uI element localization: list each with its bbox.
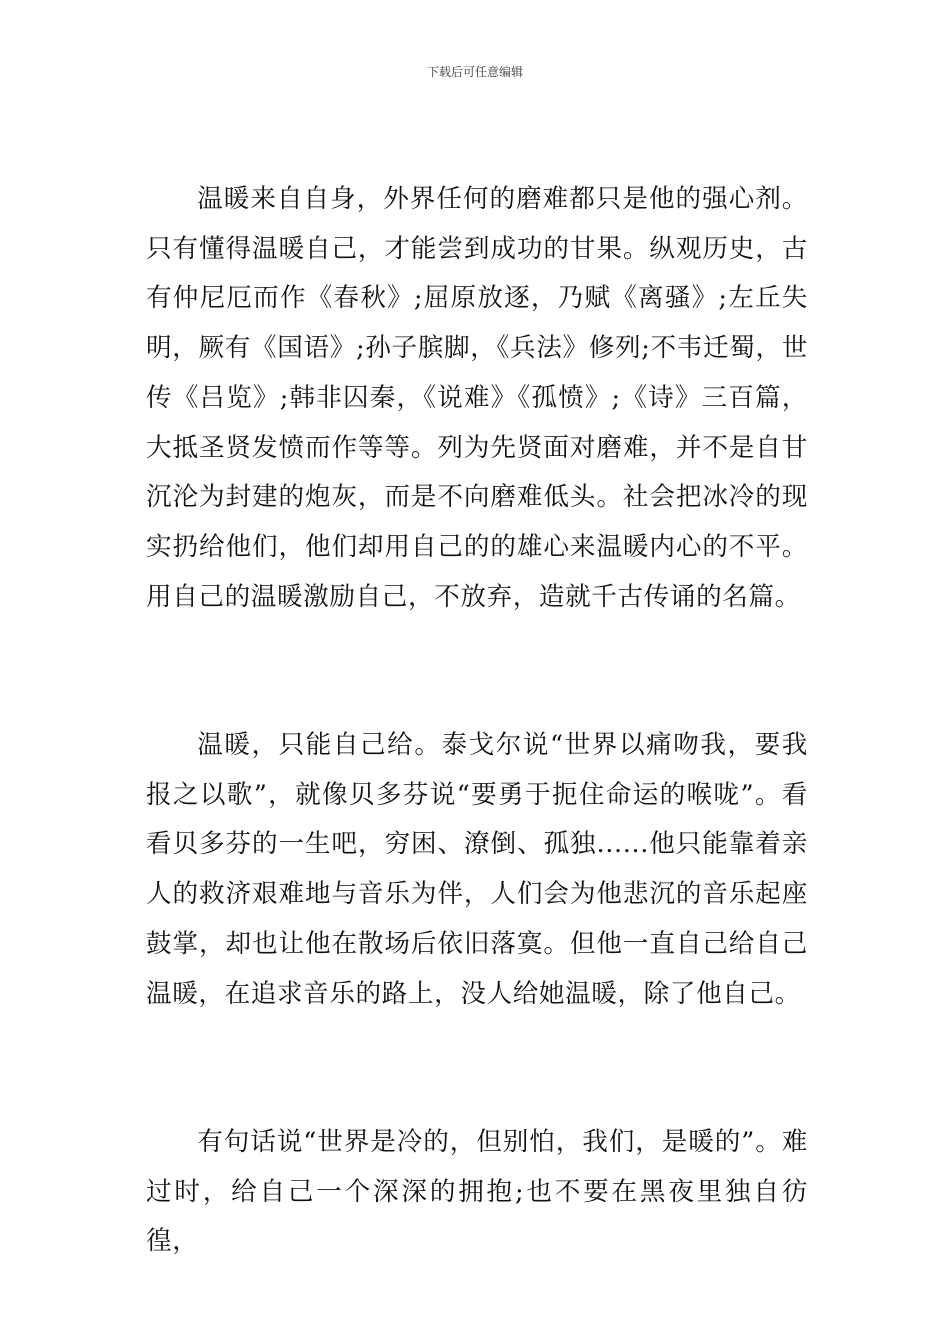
paragraph-1-text: 温暖来自自身，外界任何的磨难都只是他的强心剂。只有懂得温暖自己，才能尝到成功的甘果。纵观历史，古有仲尼厄而作《春秋》;屈原放逐，乃赋《离骚》;左丘失明，厥有《国语》;孙子膑脚，《兵法》修列;不韦迁蜀，世传《吕览》;韩非囚秦，《说难》《孤愤》;《诗》三百篇，大抵圣贤发愤而作等等。列为先贤面对磨难，并不是自甘沉沦为封建的炮灰，而是不向磨难低头。社会把冰冷的现实扔给他们，他们却用自己的的雄心来温暖内心的不平。用自己的温暖激励自己，不放弃，造就千古传诵的名篇。 [146,184,808,612]
paragraph-3-text: 有句话说“世界是冷的，但别怕，我们，是暖的”。难过时，给自己一个深深的拥抱;也不要在黑夜里独自彷徨， [146,1127,808,1257]
paragraph-2-text: 温暖，只能自己给。泰戈尔说“世界以痛吻我，要我报之以歌”，就像贝多芬说“要勇于扼住命运的喉咙”。看看贝多芬的一生吧，穷困、潦倒、孤独......他只能靠着亲人的救济艰难地与音乐为伴，人们会为他悲沉的音乐起座鼓掌，却也让他在散场后依旧落寞。但他一直自己给自己温暖，在追求音乐的路上，没人给她温暖，除了他自己。 [146,730,808,1009]
paragraph-1 [146,175,808,622]
page-header: 下载后可任意编辑 [426,65,523,79]
paragraph-2 [146,721,808,1019]
paragraph-3 [146,1118,808,1267]
